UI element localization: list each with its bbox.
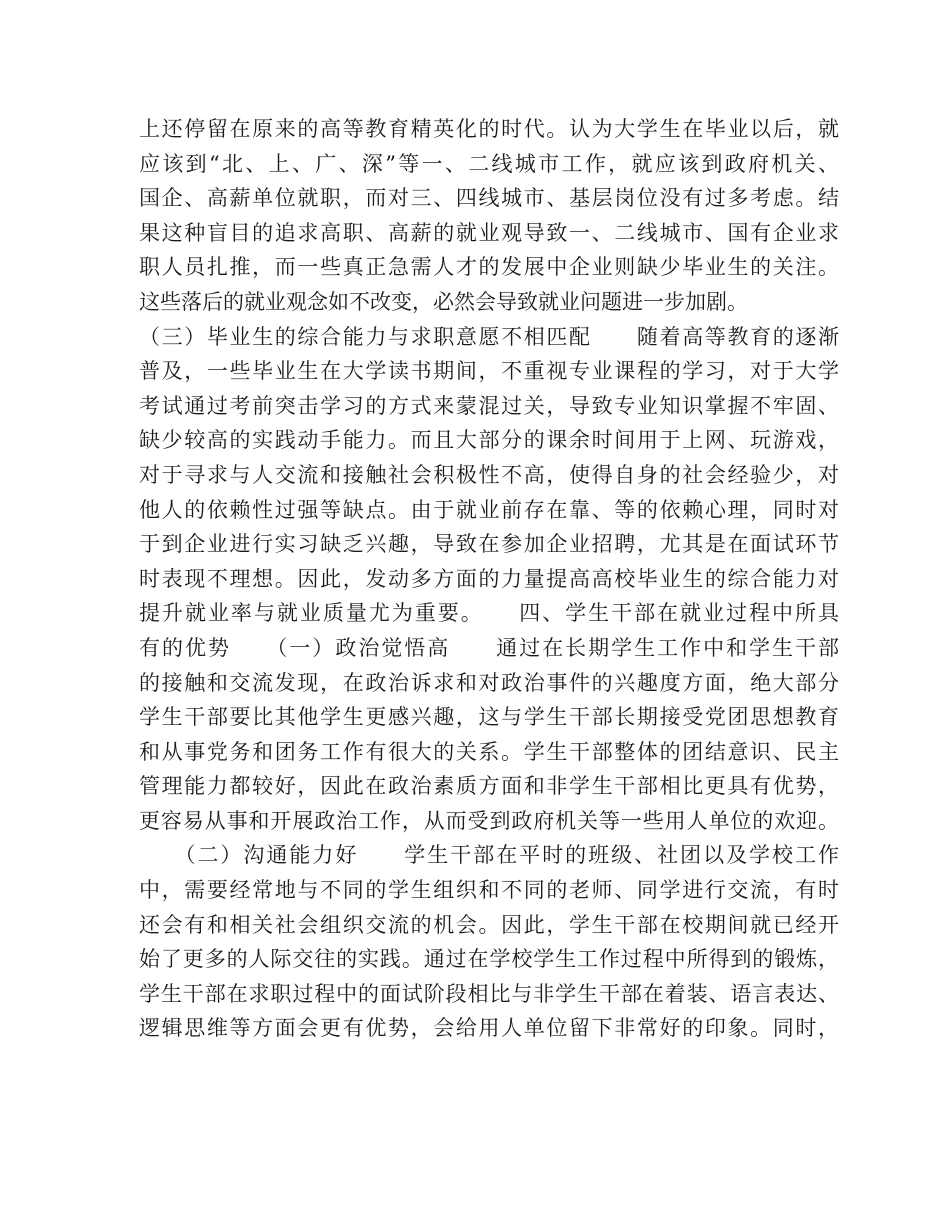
- text-line: 还会有和相关社会组织交流的机会。因此，学生干部在校期间就已经开: [139, 912, 839, 937]
- text-line: 学生干部要比其他学生更感兴趣，这与学生干部长期接受党团思想教育: [139, 705, 839, 730]
- text-line: 普及，一些毕业生在大学读书期间，不重视专业课程的学习，对于大学: [139, 359, 839, 384]
- text-line: 上还停留在原来的高等教育精英化的时代。认为大学生在毕业以后，就: [139, 117, 839, 141]
- text-line: 始了更多的人际交往的实践。通过在学校学生工作过程中所得到的锻炼，: [139, 947, 839, 972]
- text-line: 这些落后的就业观念如不改变，必然会导致就业问题进一步加剧。: [139, 289, 748, 314]
- text-line: 他人的依赖性过强等缺点。由于就业前存在靠、等的依赖心理，同时对: [139, 497, 839, 522]
- text-line: 于到企业进行实习缺乏兴趣，导致在参加企业招聘，尤其是在面试环节: [139, 532, 839, 557]
- text-line: 管理能力都较好，因此在政治素质方面和非学生干部相比更具有优势，: [139, 774, 839, 799]
- text-line: 的接触和交流发现，在政治诉求和对政治事件的兴趣度方面，绝大部分: [139, 670, 839, 695]
- text-line: 时表现不理想。因此，发动多方面的力量提高高校毕业生的综合能力对: [139, 566, 839, 591]
- text-line: 果这种盲目的追求高职、高薪的就业观导致一、二线城市、国有企业求: [139, 220, 839, 245]
- text-line: 学生干部在求职过程中的面试阶段相比与非学生干部在着装、语言表达、: [139, 981, 839, 1006]
- body-text: [139, 112, 839, 1046]
- text-line: 考试通过考前突击学习的方式来蒙混过关，导致专业知识掌握不牢固、: [139, 393, 839, 418]
- text-line: 中，需要经常地与不同的学生组织和不同的老师、同学进行交流，有时: [139, 878, 839, 903]
- text-line: （三）毕业生的综合能力与求职意愿不相匹配 随着高等教育的逐渐: [139, 324, 839, 349]
- text-line: 提升就业率与就业质量尤为重要。 四、学生干部在就业过程中所具: [139, 601, 839, 626]
- text-line: 逻辑思维等方面会更有优势，会给用人单位留下非常好的印象。同时，: [139, 1016, 839, 1041]
- text-line: 更容易从事和开展政治工作，从而受到政府机关等一些用人单位的欢迎。: [139, 808, 839, 833]
- text-line: 和从事党务和团务工作有很大的关系。学生干部整体的团结意识、民主: [139, 739, 839, 764]
- text-line: 缺少较高的实践动手能力。而且大部分的课余时间用于上网、玩游戏，: [139, 428, 839, 453]
- text-line: 应该到“北、上、广、深”等一、二线城市工作，就应该到政府机关、: [139, 151, 839, 176]
- text-line: （二）沟通能力好 学生干部在平时的班级、社团以及学校工作: [139, 843, 839, 868]
- text-line: 对于寻求与人交流和接触社会积极性不高，使得自身的社会经验少，对: [139, 462, 839, 487]
- text-line: 有的优势 （一）政治觉悟高 通过在长期学生工作中和学生干部: [139, 635, 839, 660]
- text-line: 国企、高薪单位就职，而对三、四线城市、基层岗位没有过多考虑。结: [139, 186, 839, 211]
- text-line: 职人员扎推，而一些真正急需人才的发展中企业则缺少毕业生的关注。: [139, 255, 839, 280]
